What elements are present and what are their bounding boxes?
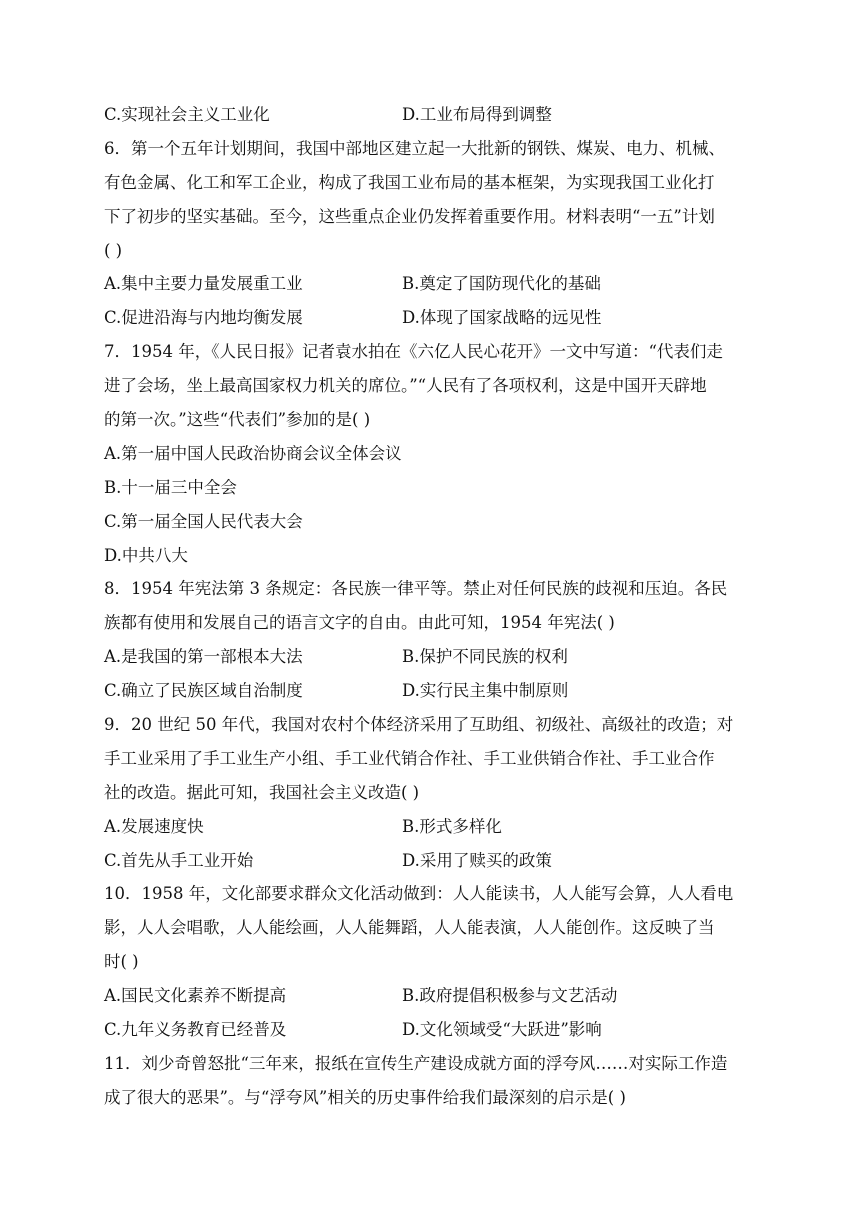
option-c: C.九年义务教育已经普及 [104,1020,287,1040]
option-c: C.促进沿海与内地均衡发展 [104,308,303,328]
question-6 [104,132,760,335]
question-stem-line: 进了会场，坐上最高国家权力机关的席位。”“人民有了各项权利，这是中国开天辟地 [104,376,707,396]
option-row [104,301,760,335]
question-stem-line: 族都有使用和发展自己的语言文字的自由。由此可知，1954 年宪法( ) [104,613,615,633]
question-stem-line: 6．第一个五年计划期间，我国中部地区建立起一大批新的钢铁、煤炭、电力、机械、 [104,138,725,158]
question-stem-line: 时( ) [104,952,139,972]
question-stem-line: 手工业采用了手工业生产小组、手工业代销合作社、手工业供销合作社、手工业合作 [104,748,715,768]
question-stem-line: 7．1954 年，《人民日报》记者袁水拍在《六亿人民心花开》一文中写道：“代表们走 [104,342,723,362]
question-stem-line: 8．1954 年宪法第 3 条规定：各民族一律平等。禁止对任何民族的歧视和压迫。各民 [104,579,728,599]
option-d: D.实行民主集中制原则 [402,681,569,701]
option-d: D.中共八大 [104,545,188,565]
question-stem-line: 成了很大的恶果”。与“浮夸风”相关的历史事件给我们最深刻的启示是( ) [104,1087,626,1107]
question-stem-line: 9．20 世纪 50 年代，我国对农村个体经济采用了互助组、初级社、高级社的改造；对 [104,715,734,735]
option-d: D.体现了国家战略的远见性 [402,308,602,328]
question-9 [104,708,760,877]
option-c: C.首先从手工业开始 [104,850,254,870]
question-10 [104,877,760,1046]
option-c: C.确立了民族区域自治制度 [104,681,303,701]
option-row [104,810,760,844]
option-row [104,640,760,674]
question-stem-line: 11．刘少奇曾怒批“三年来，报纸在宣传生产建设成就方面的浮夸风……对实际工作造 [104,1053,728,1073]
question-stem-line: 10．1958 年，文化部要求群众文化活动做到：人人能读书，人人能写会算，人人看电 [104,884,734,904]
option-b: B.政府提倡积极参与文艺活动 [402,986,618,1006]
option-a: A.发展速度快 [104,816,204,836]
option-a: A.集中主要力量发展重工业 [104,274,303,294]
option-d: D.采用了赎买的政策 [402,850,552,870]
option-a: A.第一届中国人民政治协商会议全体会议 [104,443,402,463]
option-d: D.文化领域受“大跃进”影响 [402,1020,602,1040]
option-c: C.实现社会主义工业化 [104,105,270,124]
option-row [104,844,760,878]
exam-page [104,98,760,1115]
question-stem-line: ( ) [104,240,123,260]
option-row [104,1013,760,1047]
option-b: B.奠定了国防现代化的基础 [402,274,601,294]
option-row [104,98,760,132]
option-d: D.工业布局得到调整 [402,105,552,124]
question-stem-line: 的第一次。”这些“代表们”参加的是( ) [104,410,371,430]
option-a: A.国民文化素养不断提高 [104,986,287,1006]
option-row [104,979,760,1013]
option-row [104,674,760,708]
option-b: B.保护不同民族的权利 [402,647,568,667]
question-stem-line: 社的改造。据此可知，我国社会主义改造( ) [104,782,420,802]
question-stem-line: 有色金属、化工和军工企业，构成了我国工业布局的基本框架，为实现我国工业化打 [104,172,715,192]
option-b: B.十一届三中全会 [104,477,237,497]
question-11 [104,1047,760,1115]
question-7 [104,335,760,572]
question-stem-line: 影，人人会唱歌，人人能绘画，人人能舞蹈，人人能表演，人人能创作。这反映了当 [104,918,715,938]
option-row [104,267,760,301]
option-b: B.形式多样化 [402,816,502,836]
question-5-tail [104,98,760,132]
question-8 [104,572,760,708]
question-stem-line: 下了初步的坚实基础。至今，这些重点企业仍发挥着重要作用。材料表明“一五”计划 [104,206,715,226]
option-c: C.第一届全国人民代表大会 [104,511,303,531]
option-a: A.是我国的第一部根本大法 [104,647,303,667]
